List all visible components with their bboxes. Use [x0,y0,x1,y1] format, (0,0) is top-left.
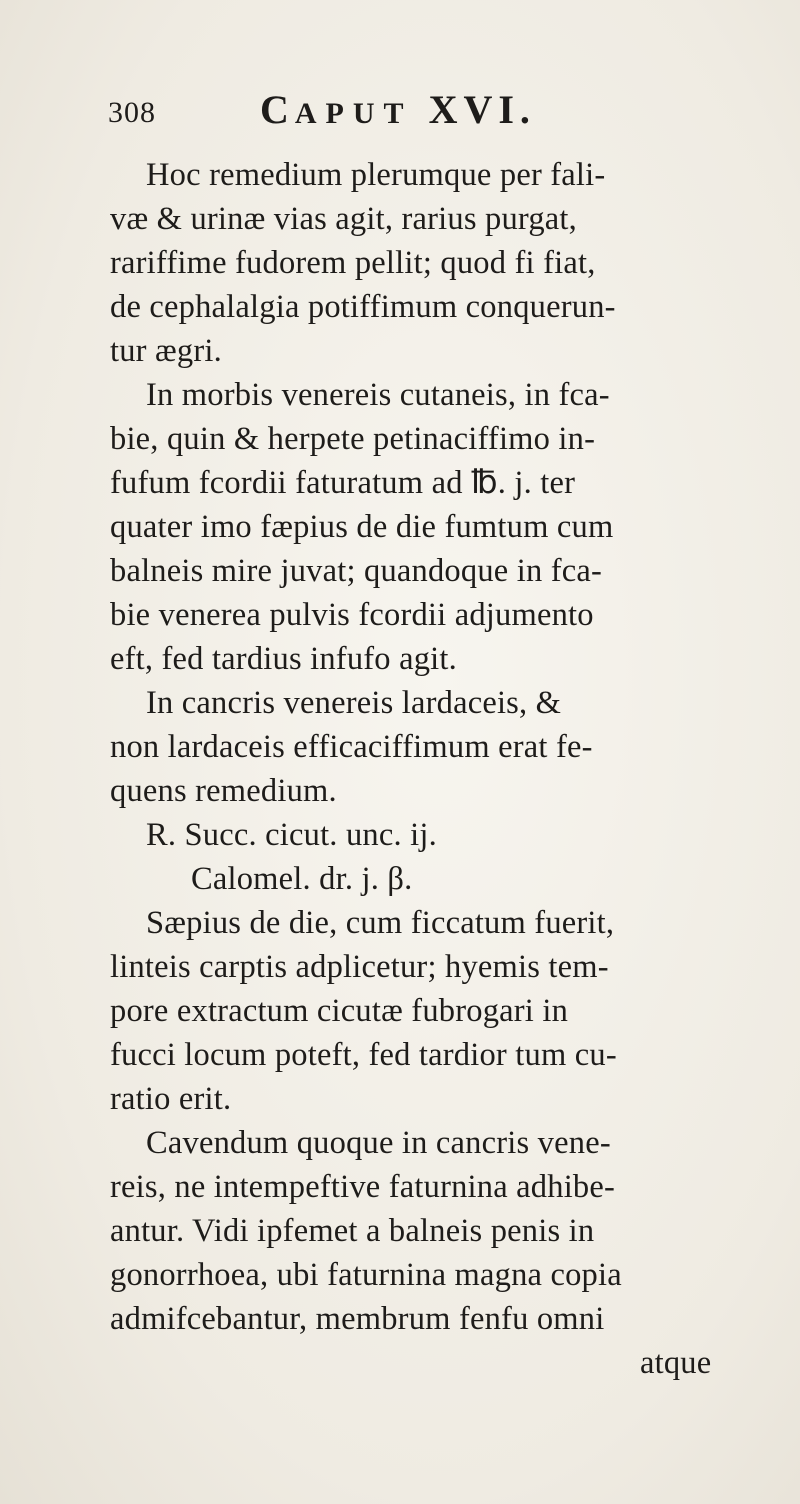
text-line: rariffime fudorem pellit; quod fi fiat, [110,245,596,281]
text-line: gonorrhoea, ubi faturnina magna copia [110,1257,622,1293]
running-head-word: APUT [294,97,413,130]
text-line: fucci locum poteft, fed tardior tum cu- [110,1037,617,1073]
text-line: eft, fed tardius infufo agit. [110,641,457,677]
text-line: de cephalalgia potiffimum conquerun- [110,289,616,325]
catchword: atque [640,1345,712,1381]
running-head [260,86,536,133]
text-line: R. Succ. cicut. unc. ij. [146,817,437,853]
text-line: In morbis venereis cutaneis, in fca- [146,377,610,413]
text-line: reis, ne intempeftive faturnina adhibe- [110,1169,616,1205]
text-line: Cavendum quoque in cancris vene- [146,1125,611,1161]
text-line: admifcebantur, membrum fenfu omni [110,1301,605,1337]
text-line: Calomel. dr. j. β. [191,861,413,897]
page-header [108,86,728,136]
text-line: antur. Vidi ipfemet a balneis penis in [110,1213,595,1249]
chapter-number: XVI. [428,87,536,132]
text-line: In cancris venereis lardaceis, & [146,685,562,721]
page-number: 308 [108,96,156,129]
text-line: væ & urinæ vias agit, rarius purgat, [110,201,577,237]
text-line: non lardaceis efficaciffimum erat fe- [110,729,593,765]
text-line: tur ægri. [110,333,222,369]
text-line: quens remedium. [110,773,337,809]
text-line: Hoc remedium plerumque per fali- [146,157,606,193]
text-line: bie, quin & herpete petinaciffimo in- [110,421,596,457]
text-line: ratio erit. [110,1081,232,1117]
text-line: balneis mire juvat; quandoque in fca- [110,553,603,589]
text-line: bie venerea pulvis fcordii adjumento [110,597,594,633]
text-line: pore extractum cicutæ fubrogari in [110,993,569,1029]
text-line: Sæpius de die, cum ficcatum fuerit, [146,905,615,941]
text-line: fufum fcordii faturatum ad ℔. j. ter [110,465,576,501]
running-head-initial: C [260,87,295,132]
text-line: linteis carptis adplicetur; hyemis tem- [110,949,609,985]
text-line: quater imo fæpius de die fumtum cum [110,509,614,545]
